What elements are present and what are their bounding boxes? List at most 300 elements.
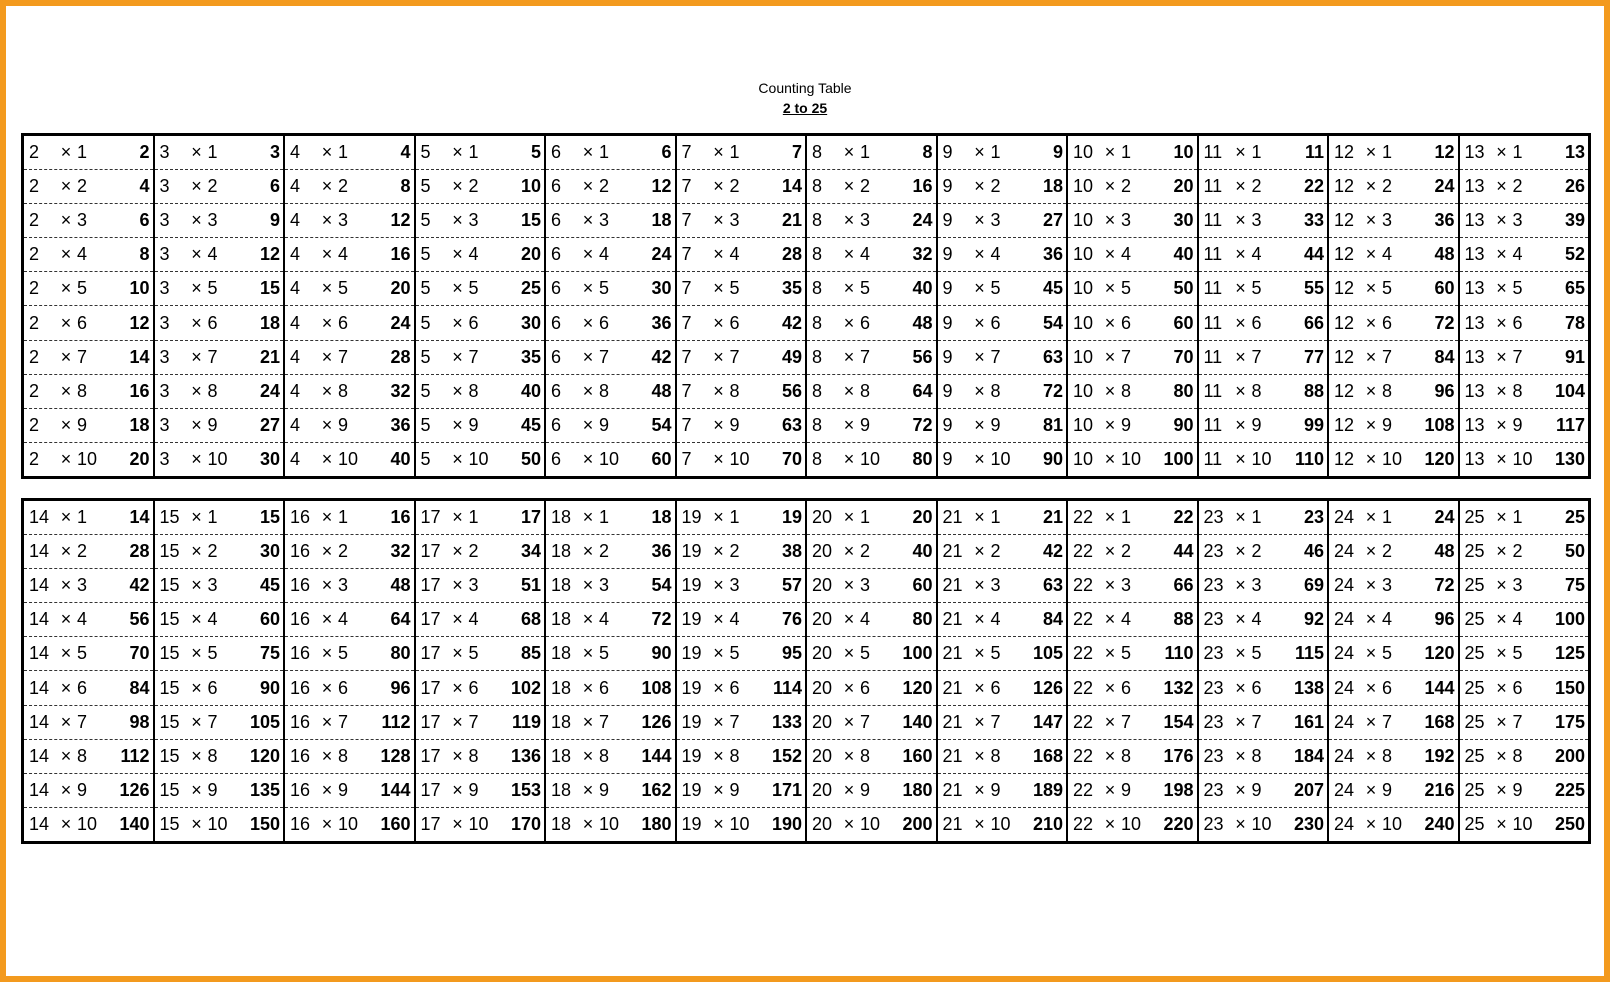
product-value: 162 xyxy=(641,779,672,800)
multiplier-number: 5 xyxy=(207,643,218,664)
product-value: 6 xyxy=(269,176,280,197)
table-row xyxy=(24,271,153,305)
base-number: 7 xyxy=(681,210,692,231)
product-value: 120 xyxy=(1424,448,1455,469)
multiplier-number: 10 xyxy=(1251,448,1272,469)
table-row xyxy=(24,203,153,237)
product-value: 4 xyxy=(139,176,150,197)
table-row xyxy=(677,408,806,442)
base-number: 5 xyxy=(420,244,431,265)
times-table-column xyxy=(414,501,545,841)
product-value: 200 xyxy=(902,813,933,834)
multiplier-number: 10 xyxy=(860,448,881,469)
times-sign: × xyxy=(1496,414,1507,435)
times-sign: × xyxy=(1365,711,1377,732)
multiplier-number: 7 xyxy=(990,711,1001,732)
multiplier-number: 8 xyxy=(1382,745,1393,766)
product-value: 210 xyxy=(1032,813,1063,834)
times-sign: × xyxy=(974,380,985,401)
base-number: 21 xyxy=(942,609,963,630)
product-value: 10 xyxy=(520,176,541,197)
table-row xyxy=(1199,705,1328,739)
table-row xyxy=(807,305,936,339)
times-table-column xyxy=(283,136,414,476)
multiplier-number: 5 xyxy=(468,278,479,299)
base-number: 25 xyxy=(1464,677,1485,698)
times-sign: × xyxy=(843,312,855,333)
table-row xyxy=(24,374,153,408)
times-sign: × xyxy=(1365,745,1377,766)
product-value: 18 xyxy=(651,507,672,528)
times-sign: × xyxy=(321,380,333,401)
table-row xyxy=(938,501,1067,534)
product-value: 60 xyxy=(259,609,280,630)
times-sign: × xyxy=(452,711,463,732)
base-number: 4 xyxy=(290,448,301,469)
product-value: 125 xyxy=(1554,643,1585,664)
product-value: 14 xyxy=(781,176,802,197)
product-value: 126 xyxy=(1032,677,1063,698)
base-number: 7 xyxy=(681,278,692,299)
times-sign: × xyxy=(1365,609,1377,630)
table-row xyxy=(546,773,675,807)
times-table-column xyxy=(1327,501,1458,841)
base-number: 17 xyxy=(420,779,441,800)
times-sign: × xyxy=(974,210,985,231)
times-sign: × xyxy=(713,346,724,367)
table-row xyxy=(1460,374,1589,408)
multiplier-number: 7 xyxy=(77,711,88,732)
multiplier-number: 6 xyxy=(729,677,740,698)
table-row xyxy=(416,602,545,636)
table-row xyxy=(24,442,153,476)
multiplier-number: 2 xyxy=(468,176,479,197)
product-value: 80 xyxy=(912,448,933,469)
base-number: 4 xyxy=(290,210,301,231)
product-value: 20 xyxy=(390,278,411,299)
times-sign: × xyxy=(1365,346,1377,367)
product-value: 72 xyxy=(651,609,672,630)
times-sign: × xyxy=(1104,176,1116,197)
times-sign: × xyxy=(1235,448,1246,469)
table-row xyxy=(807,534,936,568)
table-row xyxy=(285,340,414,374)
multiplier-number: 4 xyxy=(207,244,218,265)
times-sign: × xyxy=(1104,541,1116,562)
multiplier-number: 8 xyxy=(77,745,88,766)
times-sign: × xyxy=(452,142,463,163)
product-value: 180 xyxy=(641,813,672,834)
times-sign: × xyxy=(321,414,333,435)
table-row xyxy=(1199,408,1328,442)
table-row xyxy=(1068,237,1197,271)
base-number: 3 xyxy=(159,414,170,435)
table-row xyxy=(677,807,806,841)
table-row xyxy=(1199,602,1328,636)
product-value: 60 xyxy=(651,448,672,469)
multiplier-number: 2 xyxy=(990,541,1001,562)
product-value: 84 xyxy=(1434,346,1455,367)
table-row xyxy=(1199,501,1328,534)
times-sign: × xyxy=(843,779,855,800)
times-sign: × xyxy=(1104,380,1116,401)
product-value: 30 xyxy=(651,278,672,299)
base-number: 22 xyxy=(1073,643,1094,664)
times-sign: × xyxy=(843,609,855,630)
base-number: 19 xyxy=(681,541,702,562)
table-row xyxy=(285,169,414,203)
base-number: 25 xyxy=(1464,541,1485,562)
multiplier-number: 9 xyxy=(990,779,1001,800)
base-number: 20 xyxy=(812,541,833,562)
times-sign: × xyxy=(713,813,724,834)
times-sign: × xyxy=(452,677,463,698)
times-sign: × xyxy=(582,346,594,367)
product-value: 88 xyxy=(1173,609,1194,630)
times-sign: × xyxy=(713,414,724,435)
table-row xyxy=(677,501,806,534)
base-number: 22 xyxy=(1073,507,1094,528)
base-number: 7 xyxy=(681,312,692,333)
base-number: 23 xyxy=(1203,575,1224,596)
times-sign: × xyxy=(1496,346,1507,367)
base-number: 6 xyxy=(551,414,562,435)
multiplier-number: 8 xyxy=(207,380,218,401)
multiplier-number: 4 xyxy=(77,244,88,265)
times-sign: × xyxy=(582,711,594,732)
product-value: 63 xyxy=(781,414,802,435)
multiplier-number: 3 xyxy=(860,210,871,231)
product-value: 112 xyxy=(381,711,411,732)
product-value: 120 xyxy=(249,745,280,766)
base-number: 22 xyxy=(1073,541,1094,562)
multiplier-number: 7 xyxy=(468,711,479,732)
multiplier-number: 9 xyxy=(77,779,88,800)
multiplier-number: 2 xyxy=(77,176,88,197)
times-sign: × xyxy=(974,507,985,528)
multiplier-number: 8 xyxy=(729,745,740,766)
table-row xyxy=(546,271,675,305)
times-sign: × xyxy=(713,677,724,698)
base-number: 5 xyxy=(420,448,431,469)
product-value: 200 xyxy=(1554,745,1585,766)
product-value: 63 xyxy=(1042,346,1063,367)
multiplier-number: 9 xyxy=(599,414,610,435)
multiplier-number: 5 xyxy=(1382,278,1393,299)
multiplier-number: 6 xyxy=(860,677,871,698)
table-row xyxy=(285,739,414,773)
base-number: 20 xyxy=(812,677,833,698)
multiplier-number: 5 xyxy=(1512,278,1523,299)
table-row xyxy=(1460,305,1589,339)
base-number: 4 xyxy=(290,176,301,197)
product-value: 119 xyxy=(511,711,541,732)
multiplier-number: 6 xyxy=(599,312,610,333)
multiplier-number: 9 xyxy=(729,414,740,435)
product-value: 45 xyxy=(259,575,280,596)
table-row xyxy=(155,408,284,442)
times-table-column xyxy=(544,136,675,476)
base-number: 23 xyxy=(1203,609,1224,630)
multiplier-number: 1 xyxy=(338,142,349,163)
times-sign: × xyxy=(60,312,72,333)
table-row xyxy=(1329,739,1458,773)
base-number: 5 xyxy=(420,346,431,367)
base-number: 20 xyxy=(812,779,833,800)
multiplier-number: 6 xyxy=(1382,677,1393,698)
base-number: 23 xyxy=(1203,507,1224,528)
product-value: 44 xyxy=(1173,541,1194,562)
times-sign: × xyxy=(1496,210,1507,231)
table-row xyxy=(1199,773,1328,807)
multiplier-number: 10 xyxy=(599,813,620,834)
times-sign: × xyxy=(1235,346,1246,367)
times-sign: × xyxy=(452,414,463,435)
product-value: 72 xyxy=(912,414,933,435)
multiplier-number: 9 xyxy=(1382,414,1393,435)
base-number: 3 xyxy=(159,244,170,265)
table-row xyxy=(807,136,936,169)
product-value: 220 xyxy=(1163,813,1194,834)
times-sign: × xyxy=(843,346,855,367)
times-sign: × xyxy=(843,244,855,265)
base-number: 21 xyxy=(942,779,963,800)
multiplier-number: 3 xyxy=(729,575,740,596)
multiplier-number: 3 xyxy=(468,210,479,231)
times-sign: × xyxy=(191,779,202,800)
multiplier-number: 10 xyxy=(729,448,750,469)
multiplier-number: 2 xyxy=(599,176,610,197)
multiplier-number: 2 xyxy=(1251,541,1262,562)
table-row xyxy=(285,670,414,704)
times-sign: × xyxy=(713,779,724,800)
table-row xyxy=(1329,501,1458,534)
multiplier-number: 6 xyxy=(207,312,218,333)
table-row xyxy=(546,534,675,568)
times-table-column xyxy=(1197,136,1328,476)
base-number: 11 xyxy=(1203,142,1223,163)
multiplier-number: 2 xyxy=(1382,541,1393,562)
base-number: 9 xyxy=(942,210,953,231)
times-sign: × xyxy=(60,278,72,299)
multiplier-number: 8 xyxy=(1512,380,1523,401)
product-value: 70 xyxy=(129,643,150,664)
multiplier-number: 8 xyxy=(599,745,610,766)
base-number: 14 xyxy=(29,711,50,732)
multiplier-number: 9 xyxy=(860,779,871,800)
base-number: 22 xyxy=(1073,677,1094,698)
times-sign: × xyxy=(582,677,594,698)
times-table-column xyxy=(1458,501,1589,841)
times-sign: × xyxy=(1235,609,1246,630)
multiplier-number: 5 xyxy=(77,643,88,664)
table-row xyxy=(416,203,545,237)
times-sign: × xyxy=(974,813,985,834)
times-sign: × xyxy=(191,312,202,333)
product-value: 170 xyxy=(510,813,541,834)
table-row xyxy=(546,237,675,271)
times-sign: × xyxy=(452,312,463,333)
base-number: 22 xyxy=(1073,745,1094,766)
table-row xyxy=(1199,203,1328,237)
times-sign: × xyxy=(452,575,463,596)
product-value: 80 xyxy=(912,609,933,630)
times-sign: × xyxy=(1104,142,1116,163)
base-number: 17 xyxy=(420,609,441,630)
table-row xyxy=(155,305,284,339)
table-row xyxy=(24,237,153,271)
base-number: 4 xyxy=(290,414,301,435)
product-value: 147 xyxy=(1032,711,1063,732)
table-row xyxy=(155,169,284,203)
times-sign: × xyxy=(321,541,333,562)
base-number: 9 xyxy=(942,448,953,469)
times-sign: × xyxy=(713,711,724,732)
table-row xyxy=(1460,534,1589,568)
times-sign: × xyxy=(843,575,855,596)
base-number: 12 xyxy=(1334,448,1355,469)
base-number: 12 xyxy=(1334,312,1355,333)
times-table-column xyxy=(1197,501,1328,841)
base-number: 25 xyxy=(1464,711,1485,732)
table-row xyxy=(677,602,806,636)
base-number: 14 xyxy=(29,643,50,664)
base-number: 6 xyxy=(551,312,562,333)
product-value: 96 xyxy=(390,677,411,698)
times-sign: × xyxy=(582,414,594,435)
times-sign: × xyxy=(321,745,333,766)
base-number: 14 xyxy=(29,541,50,562)
times-sign: × xyxy=(974,609,985,630)
times-sign: × xyxy=(191,609,202,630)
base-number: 25 xyxy=(1464,609,1485,630)
multiplier-number: 5 xyxy=(599,278,610,299)
multiplier-number: 1 xyxy=(207,142,218,163)
times-sign: × xyxy=(191,813,202,834)
times-sign: × xyxy=(321,312,333,333)
product-value: 36 xyxy=(1042,244,1063,265)
base-number: 3 xyxy=(159,278,170,299)
base-number: 4 xyxy=(290,380,301,401)
times-sign: × xyxy=(1235,142,1246,163)
multiplier-number: 4 xyxy=(468,609,479,630)
times-sign: × xyxy=(191,414,202,435)
table-row xyxy=(938,807,1067,841)
multiplier-number: 6 xyxy=(468,312,479,333)
product-value: 90 xyxy=(651,643,672,664)
multiplier-number: 6 xyxy=(1512,312,1523,333)
base-number: 11 xyxy=(1203,244,1223,265)
product-value: 105 xyxy=(1032,643,1063,664)
product-value: 198 xyxy=(1163,779,1194,800)
table-row xyxy=(24,568,153,602)
base-number: 13 xyxy=(1464,278,1485,299)
table-row xyxy=(546,169,675,203)
times-sign: × xyxy=(1365,312,1377,333)
table-row xyxy=(155,739,284,773)
product-value: 128 xyxy=(380,745,411,766)
times-sign: × xyxy=(1235,414,1246,435)
product-value: 48 xyxy=(390,575,411,596)
table-row xyxy=(546,636,675,670)
base-number: 15 xyxy=(159,575,180,596)
times-sign: × xyxy=(974,745,985,766)
product-value: 117 xyxy=(1555,414,1585,435)
table-block-1 xyxy=(21,133,1591,479)
table-row xyxy=(285,568,414,602)
times-sign: × xyxy=(582,575,594,596)
base-number: 18 xyxy=(551,745,572,766)
product-value: 144 xyxy=(1424,677,1455,698)
table-row xyxy=(938,705,1067,739)
times-sign: × xyxy=(974,312,985,333)
product-value: 24 xyxy=(1434,507,1455,528)
table-row xyxy=(807,203,936,237)
times-sign: × xyxy=(191,575,202,596)
base-number: 20 xyxy=(812,711,833,732)
table-row xyxy=(546,501,675,534)
base-number: 23 xyxy=(1203,541,1224,562)
times-sign: × xyxy=(191,346,202,367)
table-row xyxy=(416,408,545,442)
base-number: 20 xyxy=(812,575,833,596)
base-number: 20 xyxy=(812,507,833,528)
multiplier-number: 3 xyxy=(1251,210,1262,231)
base-number: 22 xyxy=(1073,609,1094,630)
times-sign: × xyxy=(1496,609,1507,630)
product-value: 72 xyxy=(1042,380,1063,401)
table-row xyxy=(24,305,153,339)
base-number: 23 xyxy=(1203,813,1224,834)
table-row xyxy=(24,136,153,169)
multiplier-number: 9 xyxy=(1251,414,1262,435)
table-row xyxy=(24,807,153,841)
table-row xyxy=(416,534,545,568)
times-sign: × xyxy=(582,507,594,528)
base-number: 24 xyxy=(1334,541,1355,562)
base-number: 12 xyxy=(1334,346,1355,367)
base-number: 13 xyxy=(1464,346,1485,367)
table-row xyxy=(938,739,1067,773)
multiplier-number: 1 xyxy=(729,142,740,163)
product-value: 136 xyxy=(510,745,541,766)
base-number: 7 xyxy=(681,414,692,435)
times-sign: × xyxy=(713,643,724,664)
product-value: 150 xyxy=(1554,677,1585,698)
table-row xyxy=(1068,340,1197,374)
base-number: 10 xyxy=(1073,380,1094,401)
base-number: 24 xyxy=(1334,609,1355,630)
table-row xyxy=(807,705,936,739)
multiplier-number: 6 xyxy=(1382,312,1393,333)
base-number: 16 xyxy=(290,541,311,562)
times-sign: × xyxy=(60,244,72,265)
base-number: 18 xyxy=(551,541,572,562)
multiplier-number: 10 xyxy=(338,813,359,834)
table-row xyxy=(1460,136,1589,169)
product-value: 21 xyxy=(259,346,280,367)
product-value: 4 xyxy=(400,142,411,163)
table-row xyxy=(1329,807,1458,841)
table-row xyxy=(285,408,414,442)
times-sign: × xyxy=(974,176,985,197)
times-sign: × xyxy=(1496,380,1507,401)
multiplier-number: 2 xyxy=(1512,176,1523,197)
product-value: 96 xyxy=(1434,609,1455,630)
times-sign: × xyxy=(1496,643,1507,664)
times-sign: × xyxy=(974,575,985,596)
product-value: 7 xyxy=(791,142,802,163)
